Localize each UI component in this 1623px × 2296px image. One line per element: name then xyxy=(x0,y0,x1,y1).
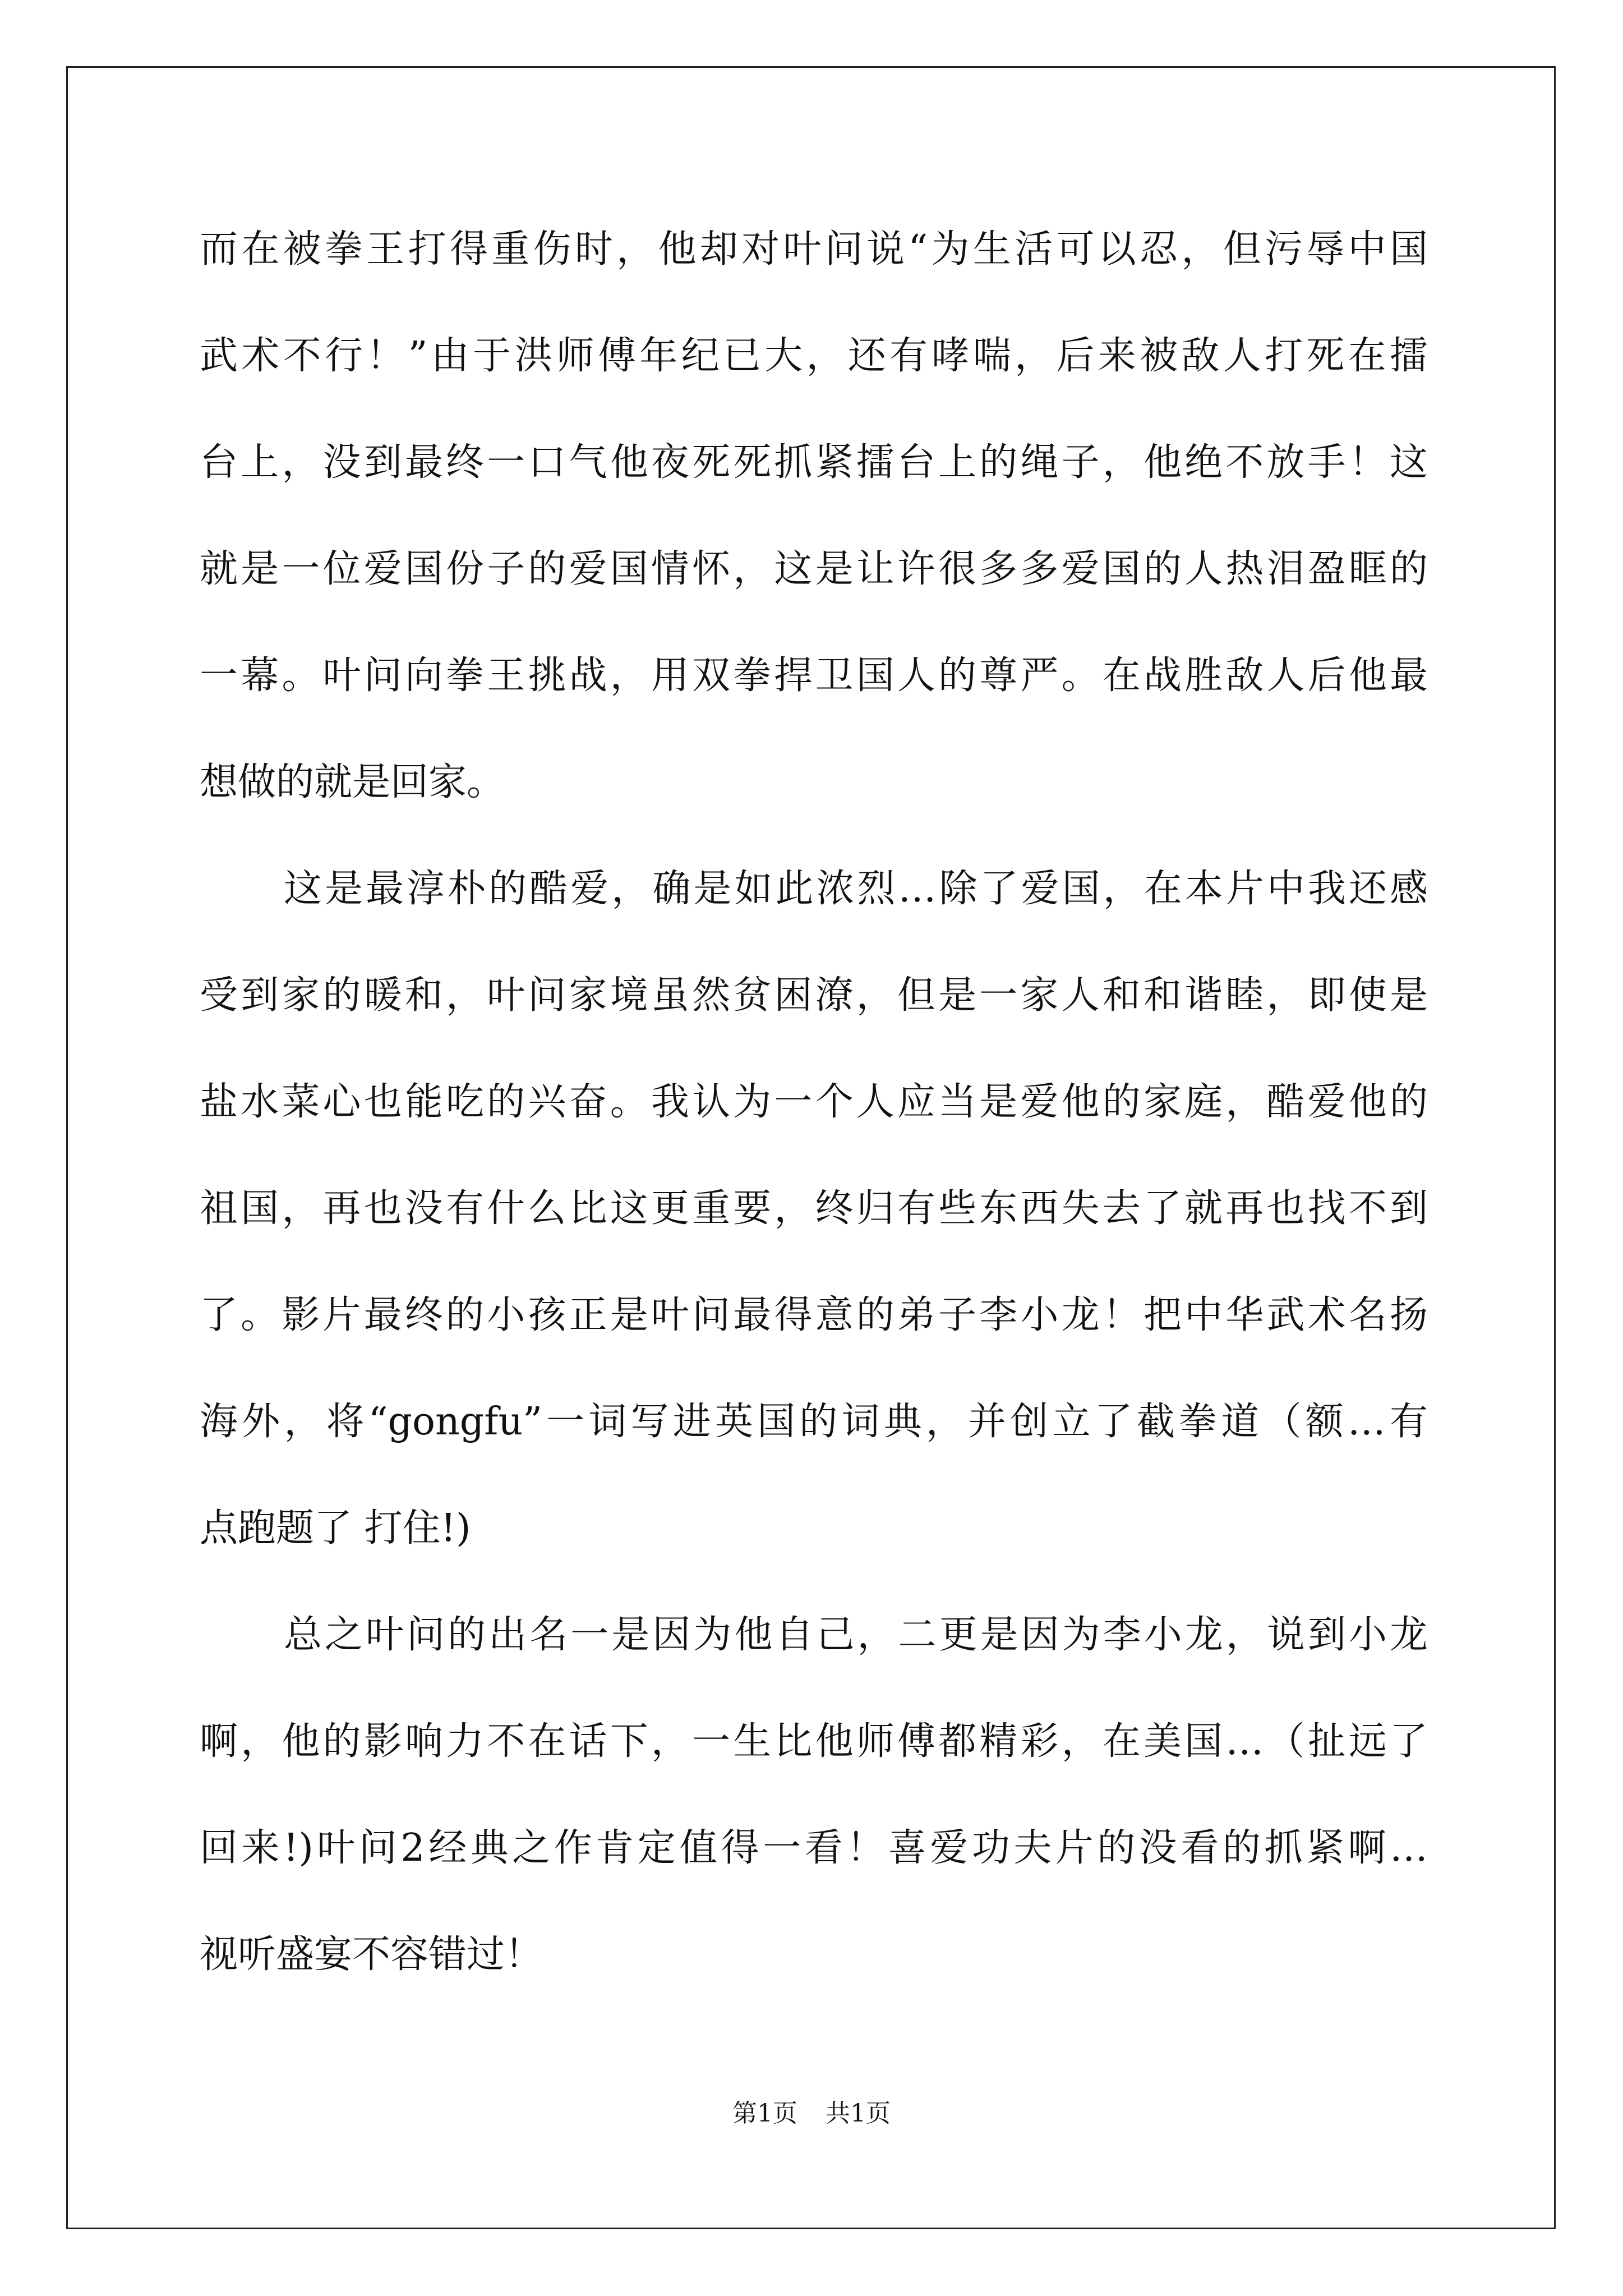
text-line: 总之叶问的出名一是因为他自己，二更是因为李小龙，说到小龙 xyxy=(284,1613,1428,1657)
text-line: 想做的就是回家。 xyxy=(200,760,505,804)
paragraph-3 xyxy=(200,1599,1428,2025)
page-number: 第1页 xyxy=(732,2099,797,2128)
paragraph-2 xyxy=(200,853,1428,1599)
document-body xyxy=(200,213,1428,2025)
text-line: 啊，他的影响力不在话下，一生比他师傅都精彩，在美国…（扯远了 xyxy=(200,1719,1428,1764)
text-line: 视听盛宴不容错过！ xyxy=(200,1932,543,1977)
text-line: 祖国，再也没有什么比这更重要，终归有些东西失去了就再也找不到 xyxy=(200,1186,1428,1231)
page-total: 共1页 xyxy=(826,2099,891,2128)
page-footer xyxy=(0,2097,1623,2131)
text-line: 点跑题了 打住!) xyxy=(200,1506,471,1550)
text-line: 而在被拳王打得重伤时，他却对叶问说“为生活可以忍，但污辱中国 xyxy=(200,227,1428,272)
text-line: 盐水菜心也能吃的兴奋。我认为一个人应当是爱他的家庭，酷爱他的 xyxy=(200,1080,1428,1124)
paragraph-1 xyxy=(200,213,1428,853)
text-line: 武术不行！”由于洪师傅年纪已大，还有哮喘，后来被敌人打死在擂 xyxy=(200,334,1428,378)
text-line: 受到家的暖和，叶问家境虽然贫困潦，但是一家人和和谐睦，即使是 xyxy=(200,973,1428,1018)
text-line: 这是最淳朴的酷爱，确是如此浓烈…除了爱国，在本片中我还感 xyxy=(284,867,1428,911)
text-line: 一幕。叶问向拳王挑战，用双拳捍卫国人的尊严。在战胜敌人后他最 xyxy=(200,654,1428,698)
text-line: 回来!)叶问2经典之作肯定值得一看！喜爱功夫片的没看的抓紧啊… xyxy=(200,1826,1428,1870)
text-line: 海外，将“gongfu”一词写进英国的词典，并创立了截拳道（额…有 xyxy=(200,1400,1428,1444)
text-line: 台上，没到最终一口气他夜死死抓紧擂台上的绳子，他绝不放手！这 xyxy=(200,440,1428,485)
text-line: 了。影片最终的小孩正是叶问最得意的弟子李小龙！把中华武术名扬 xyxy=(200,1293,1428,1337)
text-line: 就是一位爱国份子的爱国情怀，这是让许很多多爱国的人热泪盈眶的 xyxy=(200,547,1428,591)
